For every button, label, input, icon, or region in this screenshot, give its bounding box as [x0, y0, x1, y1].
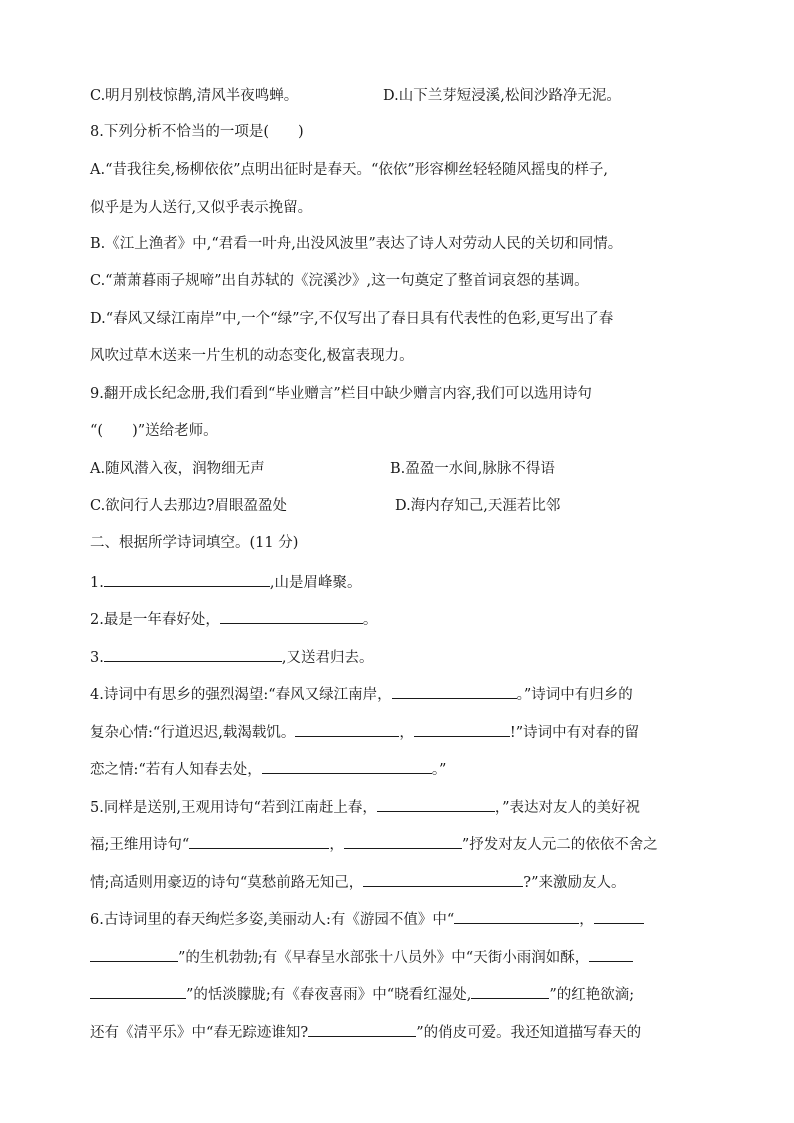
- answer-blank[interactable]: [220, 608, 363, 624]
- fill-item-1: [90, 571, 361, 591]
- q8-option-c: C.“萧萧暮雨子规啼”出自苏轼的《浣溪沙》,这一句奠定了整首词哀怨的基调。: [90, 273, 589, 289]
- item-text: ”的恬淡朦胧;有《春夜喜雨》中“晓看红湿处,: [186, 987, 472, 1003]
- answer-blank[interactable]: [454, 908, 579, 924]
- q7-option-d: D.山下兰芽短浸溪,松间沙路净无泥。: [383, 88, 621, 104]
- answer-blank[interactable]: [414, 721, 510, 737]
- fill-item-6-line1: [90, 908, 644, 928]
- answer-blank[interactable]: [471, 983, 549, 999]
- answer-blank[interactable]: [377, 796, 495, 812]
- item-text: 2.最是一年春好处，: [90, 612, 220, 628]
- item-text: ”的生机勃勃;有《早春呈水部张十八员外》中“天街小雨润如酥，: [178, 950, 590, 966]
- fill-item-6-line3: [90, 983, 634, 1003]
- item-text: ，: [329, 837, 344, 853]
- q8-option-d-line1: D.“春风又绿江南岸”中,一个“绿”字,不仅写出了春日具有代表性的色彩,更写出了春: [90, 311, 614, 327]
- item-text: 5.同样是送别,王观用诗句“若到江南赶上春，: [90, 800, 377, 816]
- q9-stem-line2: “( )”送给老师。: [90, 423, 218, 439]
- q8-option-b: B.《江上渔者》中,“君看一叶舟,出没风波里”表达了诗人对劳动人民的关切和同情。: [90, 236, 623, 252]
- q9-option-b: B.盈盈一水间,脉脉不得语: [390, 461, 555, 477]
- item-text: 情;高适则用豪迈的诗句“莫愁前路无知己，: [90, 875, 364, 891]
- answer-blank[interactable]: [189, 833, 329, 849]
- answer-blank[interactable]: [392, 683, 517, 699]
- item-text: 4.诗词中有思乡的强烈渴望:“春风又绿江南岸，: [90, 687, 392, 703]
- item-text: ”的红艳欲滴;: [549, 987, 635, 1003]
- item-text: ”的俏皮可爱。我还知道描写春天的: [416, 1025, 642, 1041]
- fill-item-2: [90, 608, 377, 628]
- q9-option-a: A.随风潜入夜，润物细无声: [90, 461, 265, 477]
- answer-blank[interactable]: [308, 1021, 416, 1037]
- answer-blank[interactable]: [262, 758, 432, 774]
- item-text: 福;王维用诗句“: [90, 837, 190, 853]
- fill-item-4-line2: [90, 721, 639, 741]
- fill-item-6-line4: [90, 1021, 641, 1041]
- answer-blank[interactable]: [295, 721, 399, 737]
- q9-option-d: D.海内存知己,天涯若比邻: [395, 498, 561, 514]
- q7-option-c: C.明月别枝惊鹊,清风半夜鸣蝉。: [90, 88, 299, 104]
- item-text: ,又送君归去。: [281, 650, 374, 666]
- item-text: ?”来激励友人。: [523, 875, 626, 891]
- answer-blank[interactable]: [344, 833, 462, 849]
- q8-option-d-line2: 风吹过草木送来一片生机的动态变化,极富表现力。: [90, 348, 414, 364]
- answer-blank[interactable]: [363, 871, 523, 887]
- answer-blank[interactable]: [90, 946, 178, 962]
- item-text: ，”表达对友人的美好祝: [494, 800, 641, 816]
- item-text: ”抒发对友人元二的依依不舍之: [461, 837, 658, 853]
- fill-item-5-line2: [90, 833, 658, 853]
- answer-blank[interactable]: [90, 983, 186, 999]
- fill-item-5-line1: [90, 796, 640, 816]
- q8-option-a-line2: 似乎是为人送行,又似乎表示挽留。: [90, 200, 313, 216]
- answer-blank[interactable]: [104, 571, 270, 587]
- q8-option-a-line1: A.“昔我往矣,杨柳依依”点明出征时是春天。“依依”形容柳丝轻轻随风摇曳的样子,: [90, 162, 608, 178]
- item-text: 。”诗词中有归乡的: [516, 687, 633, 703]
- q9-option-c: C.欲问行人去那边?眉眼盈盈处: [90, 498, 287, 514]
- item-number: 3.: [90, 650, 104, 666]
- section-heading: 二、根据所学诗词填空。(11 分): [90, 535, 299, 551]
- item-text: 还有《清平乐》中“春无踪迹谁知?: [90, 1025, 309, 1041]
- q9-stem-line1: 9.翻开成长纪念册,我们看到“毕业赠言”栏目中缺少赠言内容,我们可以选用诗句: [90, 386, 592, 402]
- item-text: !”诗词中有对春的留: [509, 725, 640, 741]
- item-text: 。”: [431, 762, 447, 778]
- answer-blank[interactable]: [104, 646, 282, 662]
- item-text: 6.古诗词里的春天绚烂多姿,美丽动人:有《游园不值》中“: [90, 912, 455, 928]
- item-text: 。: [362, 612, 378, 628]
- item-number: 1.: [90, 575, 104, 591]
- q8-stem: 8.下列分析不恰当的一项是( ): [90, 124, 304, 140]
- item-text: ,山是眉峰聚。: [269, 575, 362, 591]
- fill-item-4-line1: [90, 683, 633, 703]
- fill-item-3: [90, 646, 373, 666]
- fill-item-4-line3: [90, 758, 446, 778]
- answer-blank[interactable]: [594, 908, 644, 924]
- item-text: ，: [579, 912, 594, 928]
- item-text: 复杂心情:“行道迟迟,载渴载饥。: [90, 725, 296, 741]
- answer-blank[interactable]: [589, 946, 633, 962]
- item-text: ，: [399, 725, 414, 741]
- item-text: 恋之情:“若有人知春去处，: [90, 762, 262, 778]
- fill-item-6-line2: [90, 946, 633, 966]
- fill-item-5-line3: [90, 871, 625, 891]
